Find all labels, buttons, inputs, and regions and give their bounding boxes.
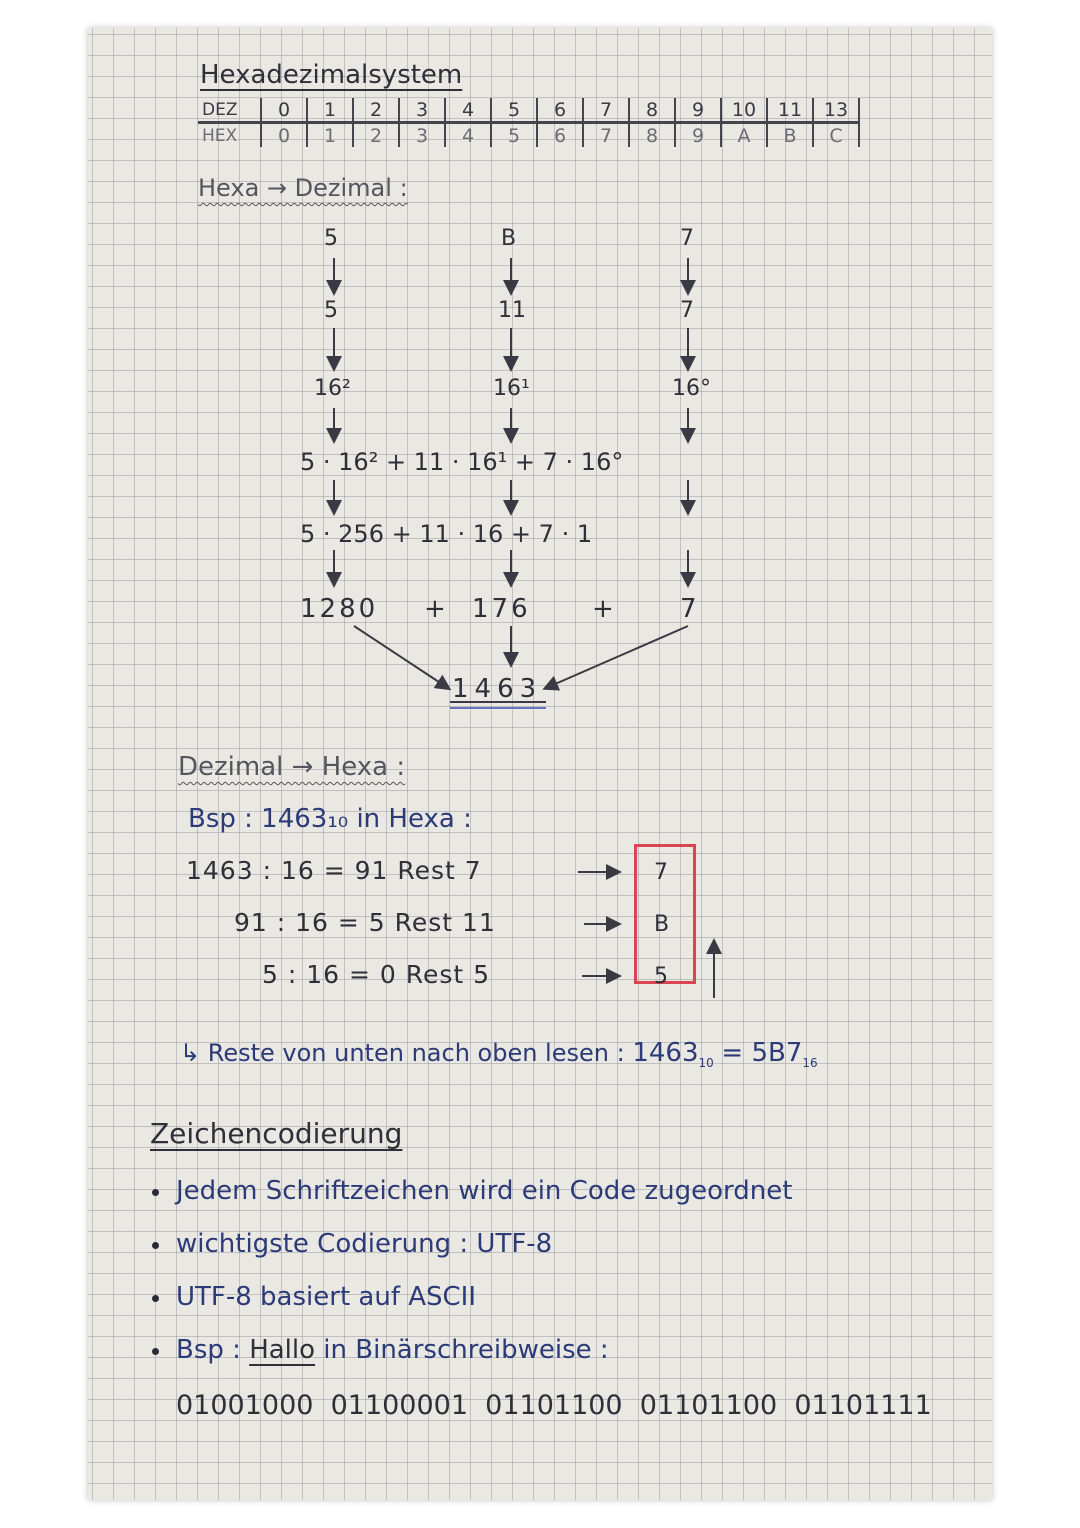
bullet (152, 1242, 159, 1249)
hex-digit-5: 5 (654, 964, 668, 989)
hex-cell: 2 (353, 123, 399, 148)
hex-digit-7: 7 (654, 860, 668, 885)
value-7: 7 (680, 298, 694, 323)
dez-cell: 11 (767, 98, 813, 123)
division-row-3: 5 : 16 = 0 Rest 5 (262, 960, 491, 989)
example-word: Hallo (249, 1335, 316, 1365)
hex-cell: 9 (675, 123, 721, 148)
digit-b: B (501, 226, 517, 251)
example-prefix: Bsp : (176, 1335, 241, 1365)
dez-cell: 4 (445, 98, 491, 123)
hex-cell: C (813, 123, 859, 148)
hex-cell: A (721, 123, 767, 148)
partial-176: 176 (472, 594, 531, 624)
expression-powers: 5 · 16² + 11 · 16¹ + 7 · 16° (300, 448, 624, 476)
binary-hallo: 01001000 01100001 01101100 01101100 01101111 (176, 1390, 932, 1421)
hexa-to-dec-result: 1463 (452, 674, 543, 704)
dez-cell: 6 (537, 98, 583, 123)
notebook-page (88, 28, 992, 1500)
digit-7: 7 (680, 226, 694, 251)
division-row-1: 1463 : 16 = 91 Rest 7 (186, 856, 482, 885)
division-row-2: 91 : 16 = 5 Rest 11 (234, 908, 496, 937)
dez-cell: 7 (583, 98, 629, 123)
bullet (152, 1348, 159, 1355)
bullet (152, 1295, 159, 1302)
plus-sign: + (592, 594, 614, 624)
hex-cell: 4 (445, 123, 491, 148)
expression-values: 5 · 256 + 11 · 16 + 7 · 1 (300, 520, 593, 548)
hex-cell: 7 (583, 123, 629, 148)
dez-cell: 13 (813, 98, 859, 123)
encoding-example (176, 1337, 609, 1363)
encoding-heading: Zeichencodierung (150, 1117, 403, 1150)
plus-sign: + (424, 594, 446, 624)
power-16-0: 16° (672, 376, 711, 401)
dez-cell: 5 (491, 98, 537, 123)
conclusion-decimal: 1463 (632, 1038, 699, 1068)
hex-label: HEX (198, 123, 261, 148)
hex-cell: 6 (537, 123, 583, 148)
power-16-2: 16² (314, 376, 351, 401)
value-11: 11 (498, 298, 526, 323)
encoding-bullet-3: UTF-8 basiert auf ASCII (176, 1282, 477, 1312)
encoding-bullet-1: Jedem Schriftzeichen wird ein Code zugeordnet (176, 1176, 793, 1206)
hex-cell: 5 (491, 123, 537, 148)
dez-cell: 9 (675, 98, 721, 123)
dez-label: DEZ (198, 98, 261, 123)
hex-cell: 8 (629, 123, 675, 148)
power-16-1: 16¹ (493, 376, 530, 401)
hexa-to-dec-heading: Hexa → Dezimal : (198, 174, 408, 202)
value-5: 5 (324, 298, 338, 323)
hex-cell: 3 (399, 123, 445, 148)
partial-1280: 1280 (300, 594, 379, 624)
hex-digit-b: B (654, 912, 670, 937)
dec-to-hexa-example: Bsp : 1463₁₀ in Hexa : (188, 804, 472, 834)
page-title: Hexadezimalsystem (200, 60, 463, 90)
base-16: 16 (802, 1056, 818, 1070)
dez-cell: 10 (721, 98, 767, 123)
partial-7: 7 (680, 594, 697, 624)
encoding-bullet-2: wichtigste Codierung : UTF-8 (176, 1229, 553, 1259)
hex-cell: 1 (307, 123, 353, 148)
example-suffix: in Binärschreibweise : (323, 1335, 609, 1365)
dec-to-hexa-heading: Dezimal → Hexa : (178, 752, 406, 782)
dez-cell: 3 (399, 98, 445, 123)
conclusion-line (180, 1040, 818, 1069)
remainder-arrows (88, 28, 992, 1008)
dez-cell: 0 (261, 98, 307, 123)
hex-cell: 0 (261, 123, 307, 148)
hex-cell: B (767, 123, 813, 148)
dez-cell: 2 (353, 98, 399, 123)
conclusion-text: ↳ Reste von unten nach oben lesen : (180, 1039, 625, 1067)
digit-5: 5 (324, 226, 338, 251)
conclusion-hex: = 5B7 (721, 1038, 803, 1068)
dez-cell: 8 (629, 98, 675, 123)
bullet (152, 1189, 159, 1196)
dez-cell: 1 (307, 98, 353, 123)
base-10: 10 (698, 1056, 714, 1070)
